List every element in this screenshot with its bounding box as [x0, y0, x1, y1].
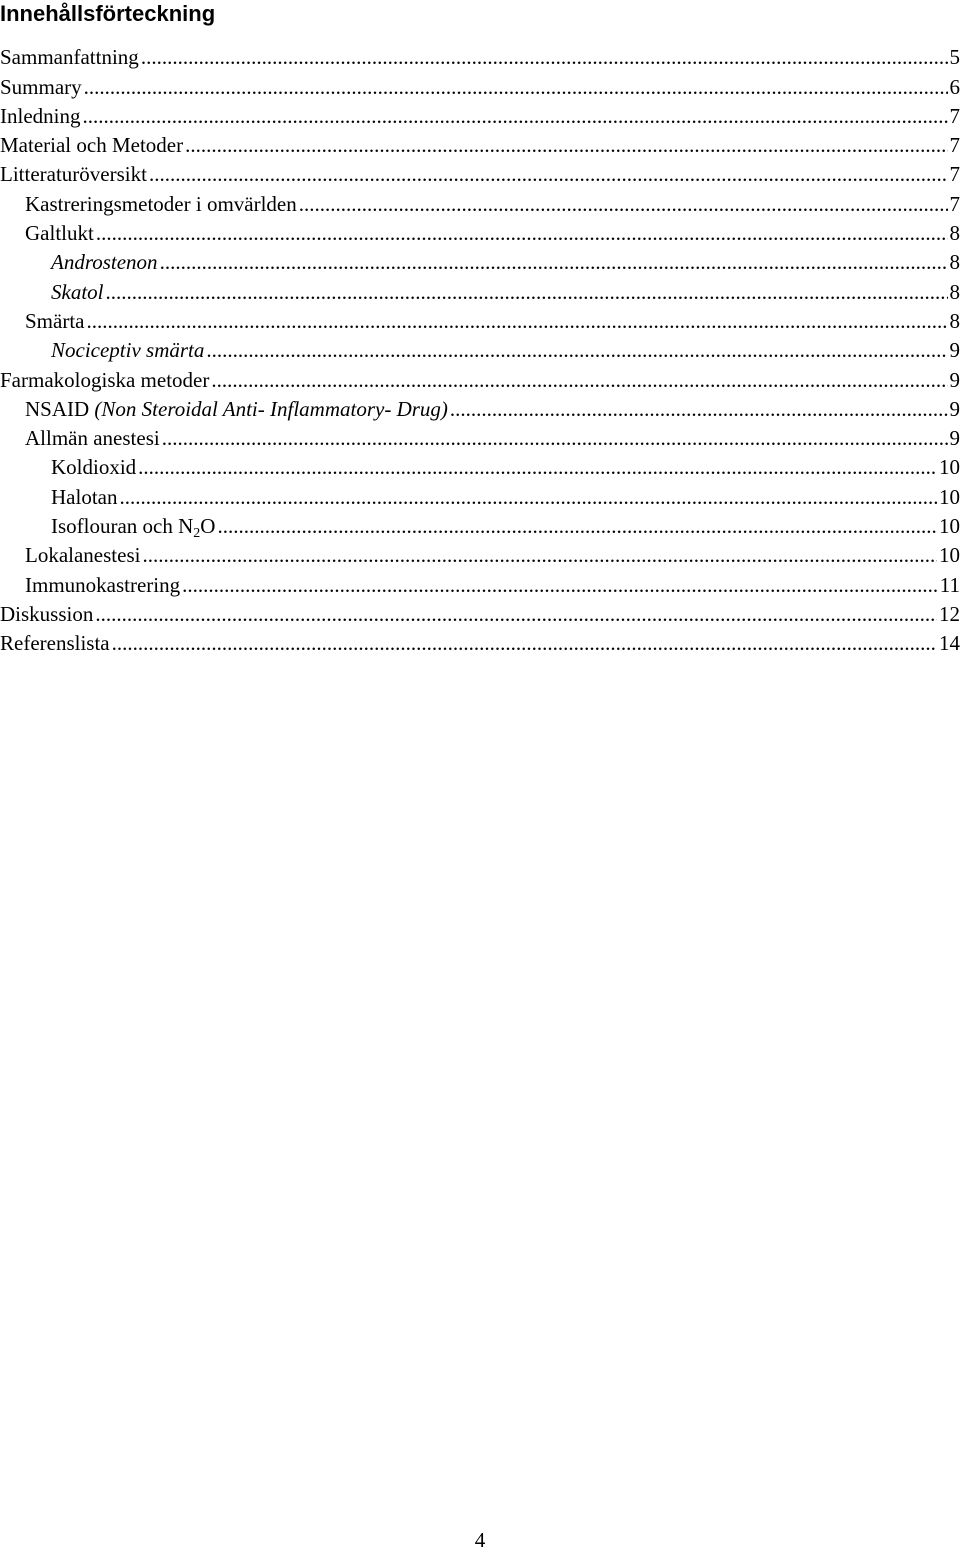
- toc-entry[interactable]: [0, 128, 960, 157]
- toc-leader: [82, 104, 947, 128]
- toc-entry-page: 10: [939, 543, 960, 568]
- toc-leader: [141, 45, 948, 69]
- toc-entry[interactable]: [0, 99, 960, 128]
- toc-entry-title-main: NSAID: [25, 396, 90, 421]
- toc-leader: [86, 309, 947, 333]
- toc-entry-title: Smärta: [25, 308, 85, 333]
- toc-entry-page: 12: [939, 601, 960, 626]
- toc-leader: [112, 631, 937, 655]
- toc-entry-title: Diskussion: [0, 601, 94, 626]
- toc-entry[interactable]: [0, 40, 960, 69]
- toc-entry-page: 9: [949, 338, 960, 363]
- toc-leader: [138, 455, 937, 479]
- toc-entry[interactable]: [0, 538, 960, 567]
- toc-entry-page: 8: [949, 221, 960, 246]
- toc-entry-title: Farmakologiska metoder: [0, 367, 210, 392]
- toc-entry-title: [25, 397, 448, 421]
- toc-entry-title: Lokalanestesi: [25, 543, 141, 568]
- toc-entry-title-main: Isoflouran och N: [51, 514, 194, 539]
- toc-entry-title: Referenslista: [0, 631, 110, 656]
- toc-leader: [211, 368, 947, 392]
- toc-entry-title: Nociceptiv smärta: [51, 338, 205, 363]
- toc-entry-title: Koldioxid: [51, 455, 137, 480]
- toc-leader: [119, 485, 937, 509]
- toc-entry-title: Androstenon: [51, 250, 158, 275]
- toc-entry-title: Material och Metoder: [0, 133, 184, 158]
- toc-entry-title: Allmän anestesi: [25, 426, 160, 451]
- subscript-two: 2: [193, 526, 201, 539]
- toc-entry-page: 8: [949, 308, 960, 333]
- toc-entry-title: Kastreringsmetoder i omvärlden: [25, 191, 297, 216]
- toc-entry-page: 10: [939, 514, 960, 539]
- toc-entry-title: Galtlukt: [25, 221, 94, 246]
- toc-entry[interactable]: [0, 597, 960, 626]
- toc-list: [0, 40, 960, 655]
- toc-entry[interactable]: [0, 421, 960, 450]
- toc-leader: [142, 543, 937, 567]
- toc-entry-page: 7: [949, 133, 960, 158]
- toc-entry-page: 8: [949, 250, 960, 275]
- toc-leader: [84, 75, 948, 99]
- toc-entry[interactable]: [0, 69, 960, 98]
- toc-entry[interactable]: [0, 274, 960, 303]
- toc-leader: [95, 602, 937, 626]
- toc-entry[interactable]: [0, 304, 960, 333]
- toc-leader: [106, 280, 948, 304]
- toc-entry[interactable]: [0, 333, 960, 362]
- toc-entry-page: 9: [949, 367, 960, 392]
- toc-entry-page: 7: [949, 162, 960, 187]
- toc-entry-title: Halotan: [51, 484, 118, 509]
- toc-entry-page: 6: [949, 74, 960, 99]
- page-number: 4: [474, 1528, 486, 1552]
- toc-leader: [182, 573, 938, 597]
- toc-leader: [160, 250, 948, 274]
- toc-entry-title-italic: (Non Steroidal Anti- Inflammatory- Drug): [94, 396, 448, 421]
- toc-entry-page: 9: [949, 396, 960, 421]
- toc-entry[interactable]: [0, 626, 960, 655]
- toc-entry-page: 10: [939, 455, 960, 480]
- toc-entry-page: 14: [939, 631, 960, 656]
- toc-entry[interactable]: [0, 450, 960, 479]
- toc-leader: [217, 514, 937, 538]
- toc-entry-page: 7: [949, 191, 960, 216]
- toc-entry[interactable]: [0, 157, 960, 186]
- toc-entry-page: 5: [949, 45, 960, 70]
- toc-entry-page: 10: [939, 484, 960, 509]
- toc-heading: Innehållsförteckning: [0, 1, 216, 26]
- toc-leader: [299, 192, 948, 216]
- toc-entry[interactable]: [0, 479, 960, 508]
- toc-entry-title: [51, 514, 215, 538]
- toc-leader: [185, 133, 947, 157]
- toc-entry[interactable]: [0, 509, 960, 538]
- toc-entry-page: 8: [949, 279, 960, 304]
- toc-entry[interactable]: [0, 567, 960, 596]
- toc-entry-title: Immunokastrering: [25, 572, 181, 597]
- toc-entry-title: Litteraturöversikt: [0, 162, 147, 187]
- toc-entry-title: Skatol: [51, 279, 104, 304]
- toc-entry[interactable]: [0, 362, 960, 391]
- toc-leader: [206, 338, 947, 362]
- toc-entry[interactable]: [0, 186, 960, 215]
- toc-leader: [96, 221, 948, 245]
- toc-leader: [450, 397, 948, 421]
- toc-entry-title: Summary: [0, 74, 82, 99]
- toc-entry-page: 11: [939, 572, 960, 597]
- toc-entry-title: Inledning: [0, 103, 81, 128]
- toc-entry[interactable]: [0, 245, 960, 274]
- toc-entry-title: Sammanfattning: [0, 45, 139, 70]
- toc-entry[interactable]: [0, 216, 960, 245]
- toc-entry-page: 9: [949, 426, 960, 451]
- toc-leader: [162, 426, 948, 450]
- toc-entry-title-after: O: [200, 514, 216, 539]
- toc-entry-page: 7: [949, 103, 960, 128]
- toc-entry[interactable]: [0, 392, 960, 421]
- toc-leader: [149, 162, 948, 186]
